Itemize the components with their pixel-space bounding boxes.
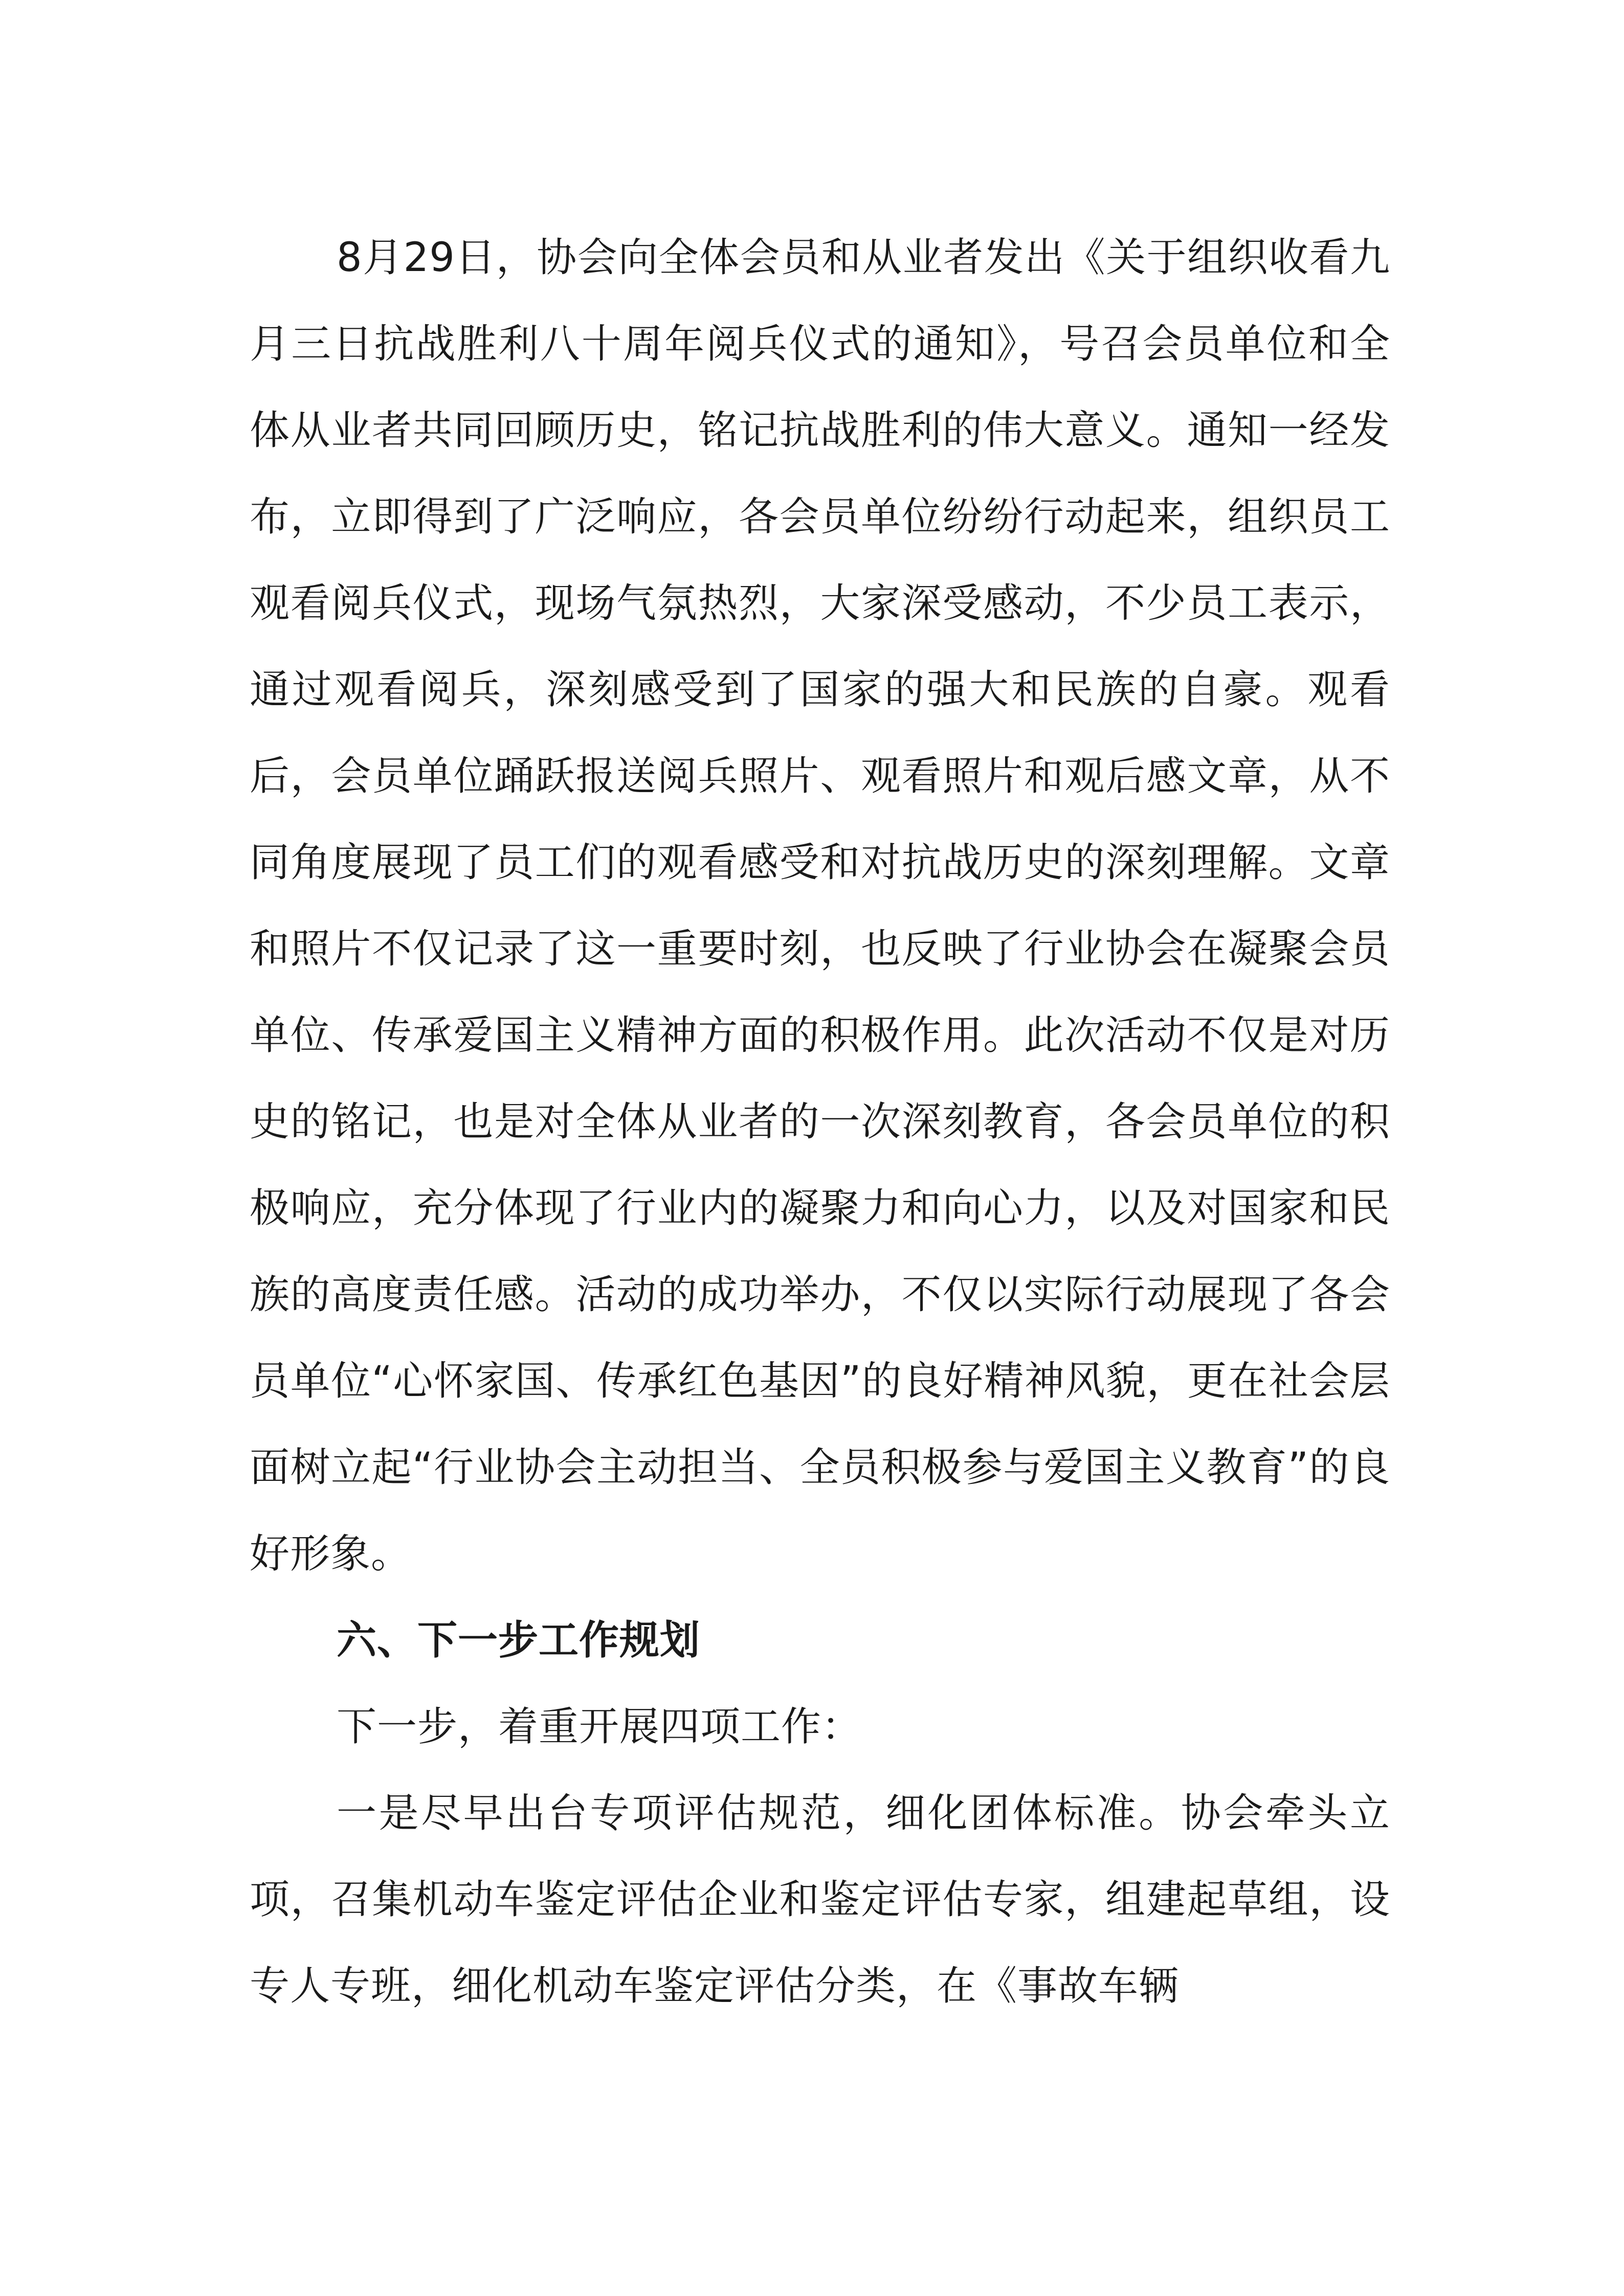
- section-heading-next-steps: 六、下一步工作规划: [337, 1617, 701, 1663]
- paragraph-four-tasks: 下一步，着重开展四项工作：: [337, 1704, 862, 1750]
- paragraph-parade-notice: 8月29日，协会向全体会员和从业者发出《关于组织收看九月三日抗战胜利八十周年阅兵仪式的通知》，号召会员单位和全体从业者共同回顾历史，铭记抗战胜利的伟大意义。通知一经发布，立即得到了广泛响应，各会员单位纷纷行动起来，组织员工观看阅兵仪式，现场气氛热烈，大家深受感动，不少员工表示，通过观看阅兵，深刻感受到了国家的强大和民族的自豪。观看后，会员单位踊跃报送阅兵照片、观看照片和观后感文章，从不同角度展现了员工们的观看感受和对抗战历史的深刻理解。文章和照片不仅记录了这一重要时刻，也反映了行业协会在凝聚会员单位、传承爱国主义精神方面的积极作用。此次活动不仅是对历史的铭记，也是对全体从业者的一次深刻教育，各会员单位的积极响应，充分体现了行业内的凝聚力和向心力，以及对国家和民族的高度责任感。活动的成功举办，不仅以实际行动展现了各会员单位“心怀家国、传承红色基因”的良好精神风貌，更在社会层面树立起“行业协会主动担当、全员积极参与爱国主义教育”的良好形象。: [250, 235, 1390, 1577]
- paragraph-task-one: 一是尽早出台专项评估规范，细化团体标准。协会牵头立项，召集机动车鉴定评估企业和鉴定评估专家，组建起草组，设专人专班，细化机动车鉴定评估分类，在《事故车辆: [250, 1790, 1390, 2009]
- document-body: [250, 215, 1390, 2030]
